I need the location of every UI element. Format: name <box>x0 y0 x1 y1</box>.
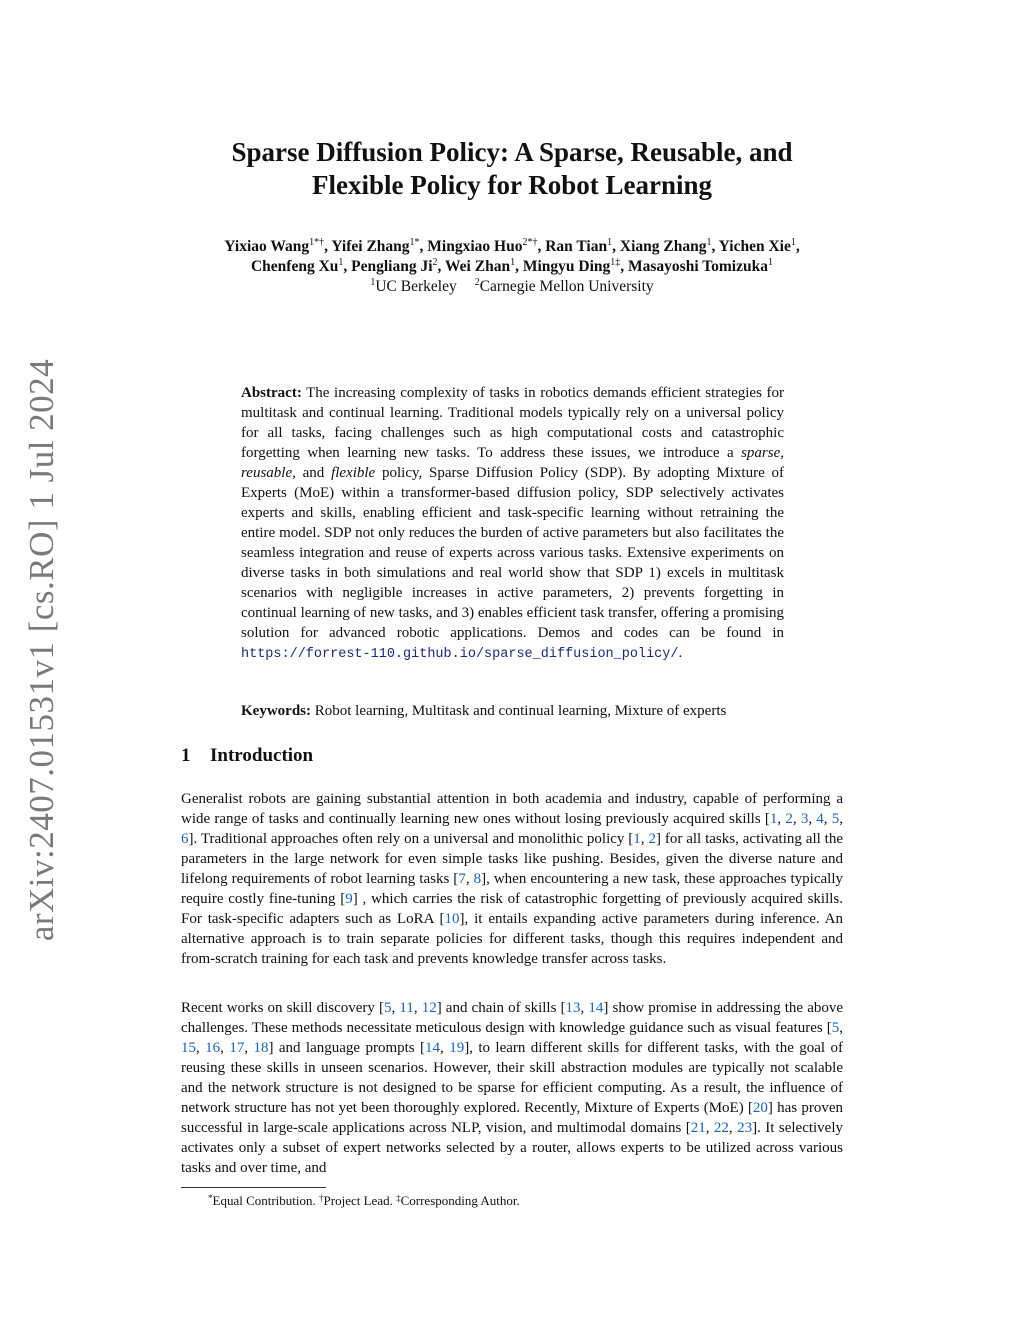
affiliation-mark: 2 <box>474 277 480 288</box>
title-line: Sparse Diffusion Policy: A Sparse, Reusable, and <box>231 137 793 167</box>
paragraph-text: , <box>728 1120 738 1136</box>
footnote-mark: † <box>319 1193 324 1203</box>
affiliations <box>60 277 964 297</box>
citation-link[interactable]: 21 <box>690 1120 706 1136</box>
author-affiliation-mark: 1*† <box>309 237 325 248</box>
author-line-1: Yixiao Wang$^{1*\dagger}$, Yifei Zhang$^{1*}$, Mingxiao Huo$^{2*\dagger}$, Ran Tian$^1$, Xiang Zhang$^1$, Yichen Xie$^1$, <box>224 237 800 255</box>
paragraph-text: Generalist robots are gaining substantial attention in both academia and industry, capable of performing a wide range of tasks and continually learning new ones without losing previously acquired skills [ <box>181 791 843 827</box>
author-affiliation-mark: 1 <box>510 257 516 268</box>
citation-link[interactable]: 7 <box>458 871 466 887</box>
affiliation-name: Carnegie Mellon University <box>479 278 654 295</box>
footnote <box>208 1192 520 1210</box>
paragraph-text: ] and language prompts [ <box>268 1040 426 1056</box>
author-name: Yifei Zhang <box>331 238 410 255</box>
author-affiliation-mark: 1 <box>607 237 613 248</box>
author-block <box>60 237 964 297</box>
keywords <box>241 701 801 721</box>
section-title: Introduction <box>210 745 314 766</box>
paragraph-text: ]. It selectively activates only a subset of expert networks selected by a router, allows experts to be utilized across various tasks and over time, and <box>181 1120 844 1176</box>
citation-link[interactable]: 5 <box>831 811 840 827</box>
citation-link[interactable]: 3 <box>800 811 809 827</box>
abstract-text: , <box>780 445 785 461</box>
abstract-emphasis: reusable <box>241 465 293 481</box>
intro-paragraph-2 <box>181 998 843 1178</box>
citation-link[interactable]: 9 <box>345 891 353 907</box>
section-heading <box>181 745 313 767</box>
paragraph-text: ] and chain of skills [ <box>436 1000 566 1016</box>
citation-link[interactable]: 4 <box>816 811 824 827</box>
paragraph-text: , <box>839 811 844 827</box>
paragraph-text: , <box>440 1040 450 1056</box>
abstract-text: policy, Sparse Diffusion Policy (SDP). By adopting Mixture of Experts (MoE) within a transformer-based diffusion policy, SDP selectively activates experts and skills, enabling efficient and task-specific learning without retraining the entire model. SDP not only reduces the burden of active parameters but also facilitates the seamless integration and reuse of experts across various tasks. Extensive experiments on diverse tasks in both simulations and real world show that SDP 1) excels in multitask scenarios with negligible increases in active parameters, 2) prevents forgetting in continual learning of new tasks, and 3) enables efficient task transfer, offering a promising solution for advanced robotic applications. Demos and codes can be found in <box>241 465 784 641</box>
paragraph-text: ] has proven successful in large-scale applications across NLP, vision, and multimodal domains [ <box>181 1100 843 1136</box>
arxiv-identifier: arXiv:2407.01531v1 [cs.RO] 1 Jul 2024 <box>22 358 61 942</box>
author-affiliation-mark: 2 <box>432 257 438 268</box>
paragraph-text: , <box>391 1000 400 1016</box>
author-affiliation-mark: 1 <box>706 237 712 248</box>
paper-title <box>0 136 1024 202</box>
citation-link[interactable]: 14 <box>588 1000 604 1016</box>
intro-paragraph-1 <box>181 789 843 969</box>
author-name: Wei Zhan <box>445 258 511 275</box>
paragraph-text: Recent works on skill discovery [ <box>181 1000 385 1016</box>
section-number: 1 <box>181 745 191 766</box>
citation-link[interactable]: 5 <box>384 1000 392 1016</box>
abstract-emphasis: flexible <box>331 465 376 481</box>
author-affiliation-mark: 1 <box>338 257 344 268</box>
citation-link[interactable]: 17 <box>229 1040 245 1056</box>
affiliation-mark: 1 <box>370 277 376 288</box>
citation-link[interactable]: 16 <box>205 1040 221 1056</box>
abstract-emphasis: sparse <box>741 445 781 461</box>
author-affiliation-mark: 1 <box>790 237 796 248</box>
abstract-text: . <box>678 645 683 661</box>
paragraph-text: , <box>640 831 649 847</box>
footnote-text: Project Lead. <box>323 1193 393 1208</box>
paragraph-text: , <box>196 1040 206 1056</box>
citation-link[interactable]: 11 <box>399 1000 414 1016</box>
paragraph-text: , <box>839 1020 843 1036</box>
abstract-text: , and <box>292 465 325 481</box>
paragraph-text: ]. Traditional approaches often rely on a universal and monolithic policy [ <box>188 831 634 847</box>
footnote-rule <box>181 1187 326 1188</box>
author-name: Yichen Xie <box>718 238 791 255</box>
title-line: Flexible Policy for Robot Learning <box>312 170 712 200</box>
abstract <box>241 383 784 665</box>
citation-link[interactable]: 8 <box>473 871 482 887</box>
paragraph-text: ] , which carries the risk of catastrophic forgetting of previously acquired skills. For task-specific adapters such as LoRA [ <box>181 891 844 927</box>
citation-link[interactable]: 12 <box>421 1000 437 1016</box>
citation-link[interactable]: 1 <box>769 811 778 827</box>
paragraph-text: , <box>808 811 817 827</box>
citation-link[interactable]: 22 <box>713 1120 729 1136</box>
citation-link[interactable]: 18 <box>253 1040 269 1056</box>
author-name: Mingxiao Huo <box>427 238 523 255</box>
paragraph-text: ] for all tasks, activating all the parameters in the large network for even simple tasks like pushing. Besides, given the diverse nature and lifelong requirements of robot learning tasks [ <box>181 831 843 887</box>
citation-link[interactable]: 13 <box>565 1000 581 1016</box>
abstract-label: Abstract: <box>241 385 302 401</box>
citation-link[interactable]: 6 <box>181 831 189 847</box>
paragraph-text: , <box>413 1000 422 1016</box>
author-name: Pengliang Ji <box>351 258 433 275</box>
citation-link[interactable]: 20 <box>752 1100 768 1116</box>
author-name: Ran Tian <box>545 238 608 255</box>
footnote-text: Equal Contribution. <box>212 1193 316 1208</box>
citation-link[interactable]: 1 <box>633 831 641 847</box>
keywords-label: Keywords: <box>241 703 311 719</box>
author-name: Masayoshi Tomizuka <box>628 258 768 275</box>
author-name: Mingyu Ding <box>522 258 611 275</box>
paragraph-text: , <box>580 1000 589 1016</box>
citation-link[interactable]: 14 <box>425 1040 441 1056</box>
project-url-link[interactable]: https://forrest-110.github.io/sparse_diffusion_policy/ <box>241 647 679 662</box>
paragraph-text: ], when encountering a new task, these approaches typically require costly fine-tuning [ <box>181 871 844 907</box>
citation-link[interactable]: 10 <box>444 911 460 927</box>
author-name: Yixiao Wang <box>224 238 310 255</box>
paragraph-text: , <box>220 1040 230 1056</box>
footnote-mark: * <box>208 1193 213 1203</box>
footnote-text: Corresponding Author. <box>400 1193 520 1208</box>
citation-link[interactable]: 23 <box>737 1120 753 1136</box>
author-affiliation-mark: 1 <box>768 257 773 268</box>
keywords-text: Robot learning, Multitask and continual learning, Mixture of experts <box>314 703 727 719</box>
paragraph-text: , <box>244 1040 254 1056</box>
author-affiliation-mark: 2*† <box>522 237 538 248</box>
paragraph-text: , <box>705 1120 714 1136</box>
paragraph-text: ], to learn different skills for different tasks, with the goal of reusing these skills in unseen scenarios. However, their skill abstraction modules are typically not scalable and the network structure is not designed to be sparse for efficient computing. As a result, the influence of network structure has not yet been thoroughly explored. Recently, Mixture of Experts (MoE) [ <box>181 1040 843 1116</box>
footnote-mark: ‡ <box>396 1193 401 1203</box>
paragraph-text: ], it entails expanding active parameters during inference. An alternative approach is to train separate policies for different tasks, though this requires independent and from-scratch training for each task and prevents knowledge transfer across tasks. <box>181 911 843 967</box>
abstract-text: The increasing complexity of tasks in robotics demands efficient strategies for multitask and continual learning. Traditional models typically rely on a universal policy for all tasks, facing challenges such as high computational costs and catastrophic forgetting when learning new tasks. To address these issues, we introduce a <box>241 385 784 461</box>
citation-link[interactable]: 5 <box>831 1020 840 1036</box>
paragraph-text: , <box>465 871 474 887</box>
paragraph-text: , <box>792 811 801 827</box>
paragraph-text: , <box>823 811 832 827</box>
author-name: Xiang Zhang <box>619 238 707 255</box>
paragraph-text: , <box>777 811 786 827</box>
author-name: Chenfeng Xu <box>250 258 339 275</box>
citation-link[interactable]: 19 <box>449 1040 465 1056</box>
author-line-2: Chenfeng Xu$^1$, Pengliang Ji$^2$, Wei Zhan$^1$, Mingyu Ding$^{1\ddagger}$, Masayoshi Tomizuka$^1$ <box>250 257 773 275</box>
author-affiliation-mark: 1‡ <box>610 257 621 268</box>
citation-link[interactable]: 2 <box>648 831 656 847</box>
paragraph-text: ] show promise in addressing the above challenges. These methods necessitate meticulous design with knowledge guidance such as visual features [ <box>181 1000 844 1036</box>
affiliation-name: UC Berkeley <box>375 278 457 295</box>
author-affiliation-mark: 1* <box>409 237 420 248</box>
citation-link[interactable]: 2 <box>785 811 793 827</box>
citation-link[interactable]: 15 <box>181 1040 196 1056</box>
